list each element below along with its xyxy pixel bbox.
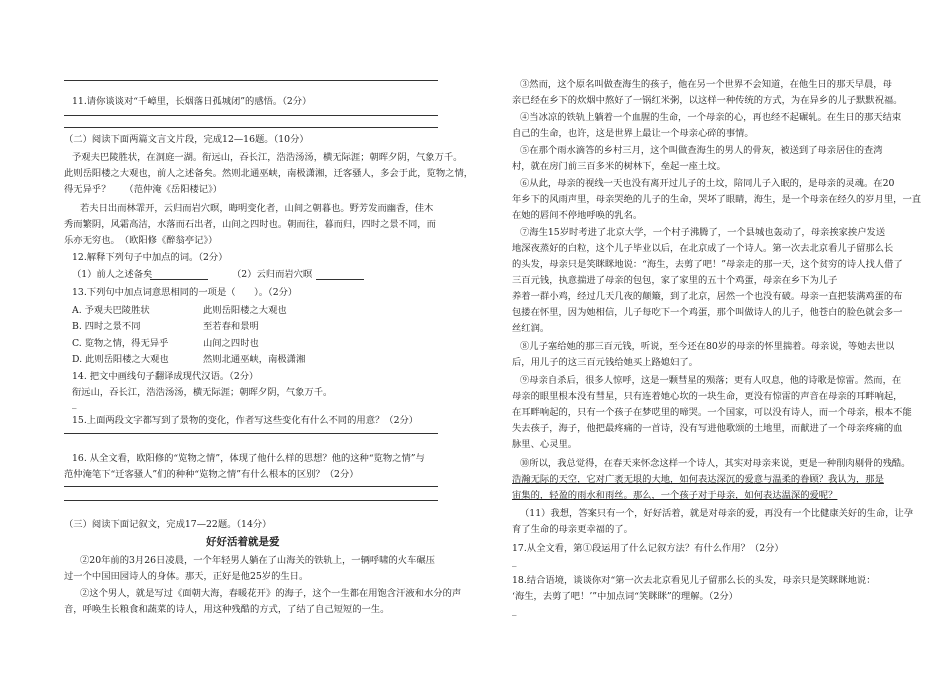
p9-line: 脉里、心灵里。 bbox=[512, 439, 578, 450]
answer-mark: _ bbox=[72, 399, 77, 409]
story-p1-line: ②20年前的3月26日凌晨，一个年轻男人躺在了山海关的铁轨上，一辆呼啸的火车碾压 bbox=[80, 555, 435, 566]
p9-line: 在耳畔响起的，只有一个孩子在梦呓里的啼哭。一个国家，可以没有诗人，而一个母亲，根本不能 bbox=[512, 407, 912, 418]
p7-line: 丝红润。 bbox=[512, 323, 550, 334]
p4-line: ④当冰凉的铁轨上躺着一个血腥的生命，一个母亲的心，再也经不起碾轧。在生日的那天结束 bbox=[520, 112, 902, 123]
q13-option-d-left: D. 此则岳阳楼之大观也 bbox=[72, 354, 169, 365]
q16-line-1: 16. 从全文看，欧阳修的“览物之情”，体现了他什么样的思想？他的这种“览物之情”与 bbox=[72, 453, 425, 464]
q16-line-2: 范仲淹笔下“迁客骚人”们的种种“览物之情”有什么根本的区别？（2分） bbox=[64, 469, 359, 480]
p10-line: ⑩所以，我总觉得，在春天来怀念这样一个诗人，其实对母亲来说，更是一种削肉剔骨的残酷。 bbox=[520, 458, 911, 469]
q13-option-a-right: 此则岳阳楼之大观也 bbox=[203, 305, 287, 316]
answer-line bbox=[64, 486, 438, 487]
passage-a-line: 得无异乎？ （范仲淹《岳阳楼记》） bbox=[64, 184, 223, 195]
p8-line: 后，用儿子的这三百元钱给她买上路媳妇了。 bbox=[512, 357, 698, 368]
answer-mark: _ bbox=[512, 606, 517, 616]
passage-a-line: 予观夫巴陵胜状，在洞庭一湖。衔远山，吞长江，浩浩汤汤，横无际涯；朝晖夕阴，气象万千。 bbox=[72, 152, 463, 163]
answer-line bbox=[64, 80, 438, 81]
q11-text: 11.请你谈谈对“千嶂里，长烟落日孤城闭”的感悟。（2分） bbox=[72, 96, 312, 107]
p7-line: 地深夜蒸好的白粒，这个儿子毕业以后，在北京成了一个诗人。第一次去北京看儿子留那么长 bbox=[512, 243, 894, 254]
p5-line: 村，就在房门前三百多米的树林下，垒起一座土坟。 bbox=[512, 161, 726, 172]
story-title: 好好活着就是爱 bbox=[206, 536, 280, 548]
p9-line: 失去孩子，海子，他把最疼痛的一首诗，没有写进他歌颂的土地里，而献进了一个母亲疼痛的血 bbox=[512, 423, 903, 434]
section-2-header: （二）阅读下面两篇文言文片段，完成12—16题。（10分） bbox=[64, 134, 309, 145]
p4-line: 自己的生命，也许，这是世界上最让一个母亲心碎的事情。 bbox=[512, 128, 754, 139]
p9-line: ⑨母亲自杀后，很多人惊呼，这是一颗彗星的殒落；更有人叹息，他的诗歌是惊雷。然而，在 bbox=[520, 375, 902, 386]
section-3-header: （三）阅读下面记叙文，完成17—22题。（14分） bbox=[64, 519, 272, 530]
p7-line: 养着一群小鸡，经过几天几夜的颠簸，到了北京，居然一个也没有破。母亲一直把装满鸡蛋的布 bbox=[512, 291, 903, 302]
right-column bbox=[475, 0, 950, 687]
passage-a-line: 此则岳阳楼之大观也，前人之述备矣。然则北通巫峡，南极潇湘，迁客骚人，多会于此，览物之情， bbox=[64, 168, 474, 179]
p7-line: 的头发，母亲只是笑眯眯地说：“海生，去剪了吧！”母亲走的那一天，这个贫穷的诗人找人借了 bbox=[512, 259, 903, 270]
story-p2-line: 音，呼唤生长粮食和蔬菜的诗人，用这种残酷的方式，了结了自己短短的一生。 bbox=[64, 604, 390, 615]
answer-mark: _ bbox=[512, 557, 517, 567]
q13-option-b-left: B. 四时之景不同 bbox=[72, 321, 141, 332]
p7-line: 三百元钱，执意揣进了母亲的包包，家了家里的五十个鸡蛋，母亲在乡下为儿子 bbox=[512, 275, 838, 286]
p6-line: ⑥从此，母亲的视线一天也没有离开过儿子的土坟，陪同儿子入眠的，是母亲的灵魂。在20 bbox=[520, 178, 895, 189]
q13-option-b-right: 至若春和景明 bbox=[203, 321, 259, 332]
p7-line: 包搂在怀里，因为她相信，儿子每吃下一个鸡蛋，那个叫做诗人的儿子，他苍白的脸色就会多一 bbox=[512, 307, 903, 318]
answer-line bbox=[64, 127, 438, 128]
passage-b-line: 秀而繁阴，风霜高洁，水落而石出者，山间之四时也。朝而往，暮而归，四时之景不同，而 bbox=[64, 219, 436, 230]
p11-line: 育了生命的母亲更幸福的了。 bbox=[512, 524, 633, 535]
p7-line: ⑦海生15岁时考进了北京大学，一个村子沸腾了，一个县城也轰动了，母亲挨家挨户发送 bbox=[520, 227, 886, 238]
p10-underlined-line: 宙集的，轻盈的雨水和雨丝。那么，一个孩子对于母亲，如何表达温深的爱呢？ bbox=[512, 490, 838, 501]
q15-text: 15.上面两段文字都写到了景物的变化，作者写这些变化有什么不同的用意？（2分） bbox=[72, 415, 419, 426]
answer-blank[interactable] bbox=[150, 279, 208, 280]
answer-line bbox=[64, 500, 438, 501]
q12-text: 12.解释下列句子中加点的词。（2分） bbox=[72, 252, 228, 263]
passage-b-line: 乐亦无穷也。 （欧阳修《醉翁亭记》） bbox=[64, 235, 218, 246]
p3-line: ③然而，这个原名叫做查海生的孩子，他在另一个世界不会知道，在他生日的那天早晨，母 bbox=[520, 79, 892, 90]
q18-line-1: 18.结合语境，谈谈你对“第一次去北京看见儿子留那么长的头发，母亲只是笑眯眯地说： bbox=[512, 575, 876, 586]
q14-sentence: 衔远山，吞长江，浩浩汤汤，横无际涯；朝晖夕阴，气象万千。 bbox=[72, 387, 333, 398]
p5-line: ⑤在那个雨水滴答的乡村三月，这个叫做查海生的男人的骨灰，被送到了母亲居住的查湾 bbox=[520, 145, 883, 156]
story-p2-line: ②这个男人，就是写过《面朝大海，春暖花开》的海子，这个一生都在用饱含汗液和水分的声 bbox=[80, 588, 462, 599]
p8-line: ⑧儿子塞给她的那三百元钱，听说，至今还在80岁的母亲的怀里揣着。母亲说，等她去世以 bbox=[520, 341, 895, 352]
q12-item-1: （1）前人之述备矣 bbox=[72, 269, 153, 280]
p6-line: 年乡下的风雨声里，母亲哭绝的儿子的生命，哭坏了眼睛，海生，是一个母亲在经久的岁月里，一直 bbox=[512, 194, 922, 205]
q14-text: 14. 把文中画线句子翻译成现代汉语。（2分） bbox=[72, 371, 259, 382]
story-p1-line: 过一个中国田园诗人的身体。那天，正好是他25岁的生日。 bbox=[64, 571, 309, 582]
q13-option-c-right: 山间之四时也 bbox=[203, 338, 259, 349]
p6-line: 在她的唇间不停地呼唤的乳名。 bbox=[512, 210, 643, 221]
q12-item-2: （2）云归而岩穴暝 bbox=[232, 269, 313, 280]
answer-line bbox=[64, 115, 438, 116]
answer-blank[interactable] bbox=[316, 279, 364, 280]
p9-line: 母亲的眼里根本没有彗星，只有连着她心坎的一块生命，更没有惊雷的声音在母亲的耳畔响起， bbox=[512, 391, 903, 402]
q13-text: 13.下列句中加点词意思相同的一项是（ ）。（2分） bbox=[72, 287, 298, 298]
q17-text: 17.从全文看，第①段运用了什么记叙方法？有什么作用？（2分） bbox=[512, 543, 784, 554]
q13-option-d-right: 然则北通巫峡，南极潇湘 bbox=[203, 354, 306, 365]
q13-option-c-left: C. 览物之情，得无异乎 bbox=[72, 338, 169, 349]
p11-line: （11）我想，答案只有一个，好好活着，就是对母亲的爱，再没有一个比健康关好的生命，让孕 bbox=[520, 508, 914, 519]
answer-line bbox=[64, 433, 438, 434]
q18-line-2: ‘海生，去剪了吧！’”中加点词“笑眯眯”的理解。（2分） bbox=[512, 591, 738, 602]
passage-b-line: 若夫日出而林霏开，云归而岩穴暝，晦明变化者，山间之朝暮也。野芳发而幽香，佳木 bbox=[80, 203, 434, 214]
p10-underlined-line: 浩瀚无际的天空，它对广袤无垠的大地，如何表达深沉的爱意与温柔的眷顾？我认为，那是 bbox=[512, 474, 884, 485]
q13-option-a-left: A. 予观夫巴陵胜状 bbox=[72, 305, 150, 316]
p3-line: 亲已经在乡下的炊烟中熬好了一锅红米粥，以这样一种传统的方式，为在异乡的儿子默默祝福。 bbox=[512, 95, 903, 106]
